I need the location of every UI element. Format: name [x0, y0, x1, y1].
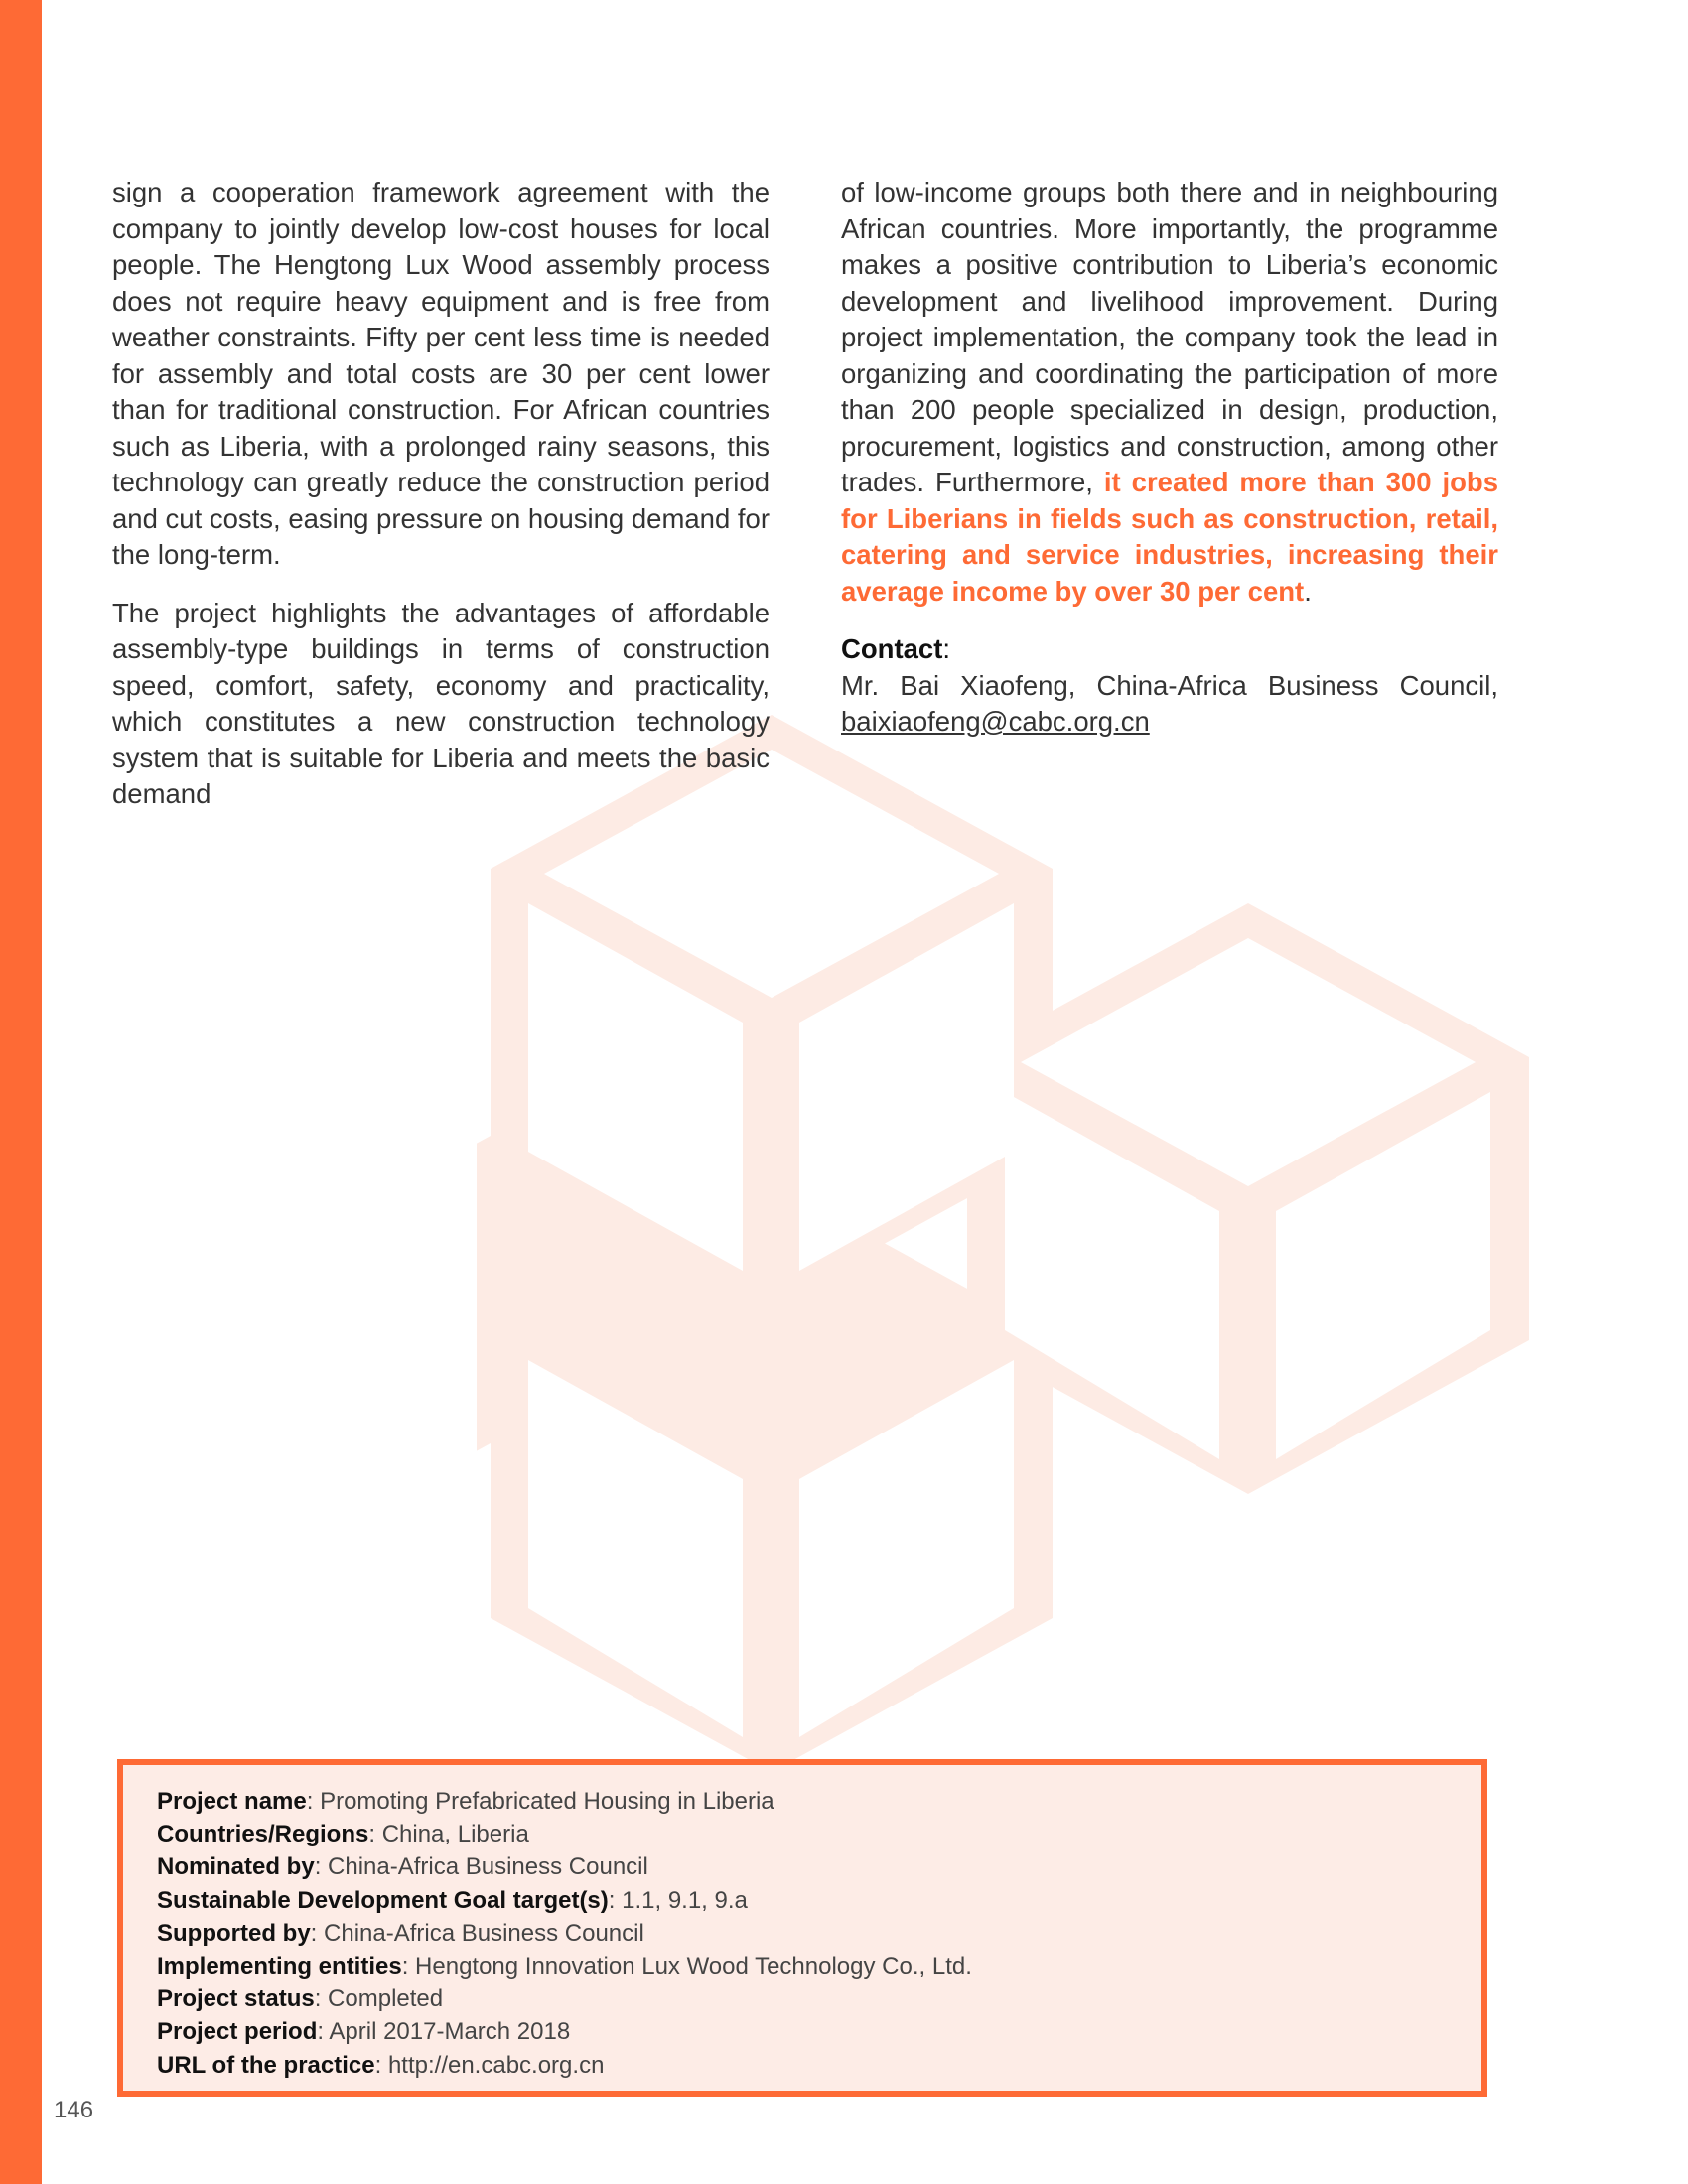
page-number: 146 — [54, 2097, 94, 2123]
contact-name: Mr. Bai Xiaofeng, China-Africa Business Council, — [841, 669, 1498, 701]
info-row: Countries/Regions: China, Liberia — [157, 1821, 529, 1848]
paragraph-text: of low-income groups both there and in neighbouring African countries. More importantly, the programme makes a positive contribution to Liberia’s economic development and livelihood improvement. During project implementation, the company took the lead in organizing and coordinating the participation of more than 200 people specialized in design, production, procurement, logistics and construction, among other trades. Furthermore, — [841, 177, 1498, 497]
info-row: Project status: Completed — [157, 1985, 444, 2013]
paragraph — [841, 175, 1498, 610]
info-row: Implementing entities: Hengtong Innovation Lux Wood Technology Co., Ltd. — [157, 1953, 972, 1980]
stacked-cubes-icon — [477, 715, 1648, 1767]
column-right — [841, 175, 1498, 741]
info-row: Nominated by: China-Africa Business Council — [157, 1853, 648, 1881]
paragraph: sign a cooperation framework agreement with the company to jointly develop low-cost houses for local people. The Hengtong Lux Wood assembly process does not require heavy equipment and is free from weather constraints. Fifty per cent less time is needed for assembly and total costs are 30 per cent lower than for traditional construction. For African countries such as Liberia, with a prolonged rainy seasons, this technology can greatly reduce the construction period and cut costs, easing pressure on housing demand for the long-term. — [112, 177, 770, 570]
paragraph-text: . — [1304, 575, 1312, 607]
info-row: Sustainable Development Goal target(s): 1.1, 9.1, 9.a — [157, 1886, 748, 1914]
contact-heading: Contact: — [841, 633, 951, 664]
info-row-url[interactable]: URL of the practice: http://en.cabc.org.cn — [157, 2051, 605, 2079]
project-info-box — [117, 1759, 1487, 2097]
paragraph: The project highlights the advantages of affordable assembly-type buildings in terms of construction speed, comfort, safety, economy and practicality, which constitutes a new construction technology system that is suitable for Liberia and meets the basic demand — [112, 597, 770, 809]
contact-email-link[interactable]: baixiaofeng@cabc.org.cn — [841, 706, 1150, 737]
highlight-text: it created more than 300 jobs for Liberians in fields such as construction, retail, catering and service industries, increasing their average income by over 30 per cent — [841, 467, 1498, 607]
info-row: Project name: Promoting Prefabricated Housing in Liberia — [157, 1788, 774, 1815]
left-accent-bar — [0, 0, 42, 2184]
info-row: Supported by: China-Africa Business Council — [157, 1919, 644, 1947]
column-left — [112, 175, 770, 835]
info-row: Project period: April 2017-March 2018 — [157, 2018, 571, 2046]
